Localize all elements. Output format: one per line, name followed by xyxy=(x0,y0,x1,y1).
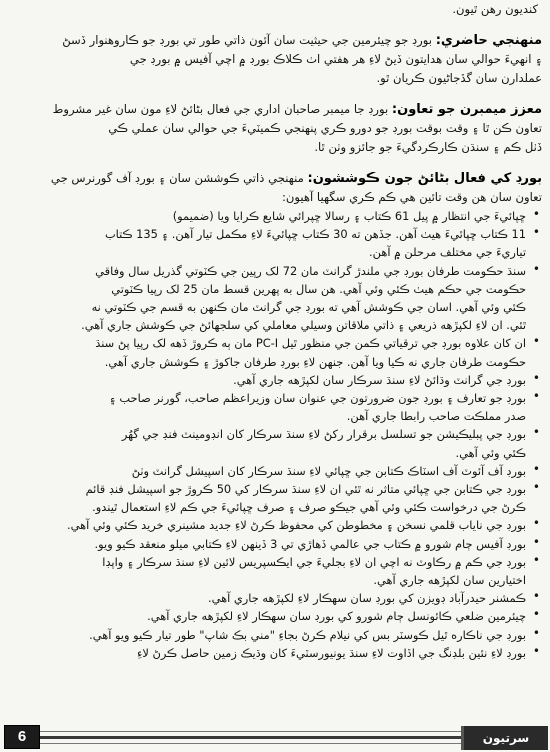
list-item-line: چيئرمين ضلعي ڪائونسل ڄام شورو کي بورڊ سان سهڪار لاءِ لکپڙهه جاري آهي. xyxy=(147,609,526,624)
bullet-icon: • xyxy=(532,334,540,349)
list-item-line: بورڊ جي ڪتابن جي ڇپائي متاثر نه ٿئي ان لاءِ سنڌ سرڪار کي 50 ڪروڙ جو اسپيشل فنڊ قائم xyxy=(85,482,526,497)
list-item-line: بورڊ آف آئوٽ آف اسٽاڪ ڪتابن جي ڇپائي لاءِ سنڌ سرڪار کان اسپيشل گرانٽ وٺڻ xyxy=(131,463,526,478)
list-item xyxy=(8,480,542,516)
intro-paragraph xyxy=(8,0,542,19)
list-item xyxy=(8,462,542,480)
list-item-line: بورڊ جي ڪم ۾ رڪاوٽ نه اچي ان لاءِ بجليءَ جي ايڪسپريس لائين لاءِ سنڌ سرڪار ۽ واپڊا xyxy=(102,554,526,569)
bullet-icon: • xyxy=(532,370,540,385)
list-item-line: ڪئي وئي آهي. اسان جي ڪوشش آهي ته بورڊ جي گرانٽ مان ڪنهن به قسم جي ڪٽوتي نه xyxy=(91,300,526,315)
bullet-icon: • xyxy=(532,480,540,495)
list-item-line: تياريءَ جي مختلف مرحلن ۾ آهن. xyxy=(369,245,526,260)
page-number: 6 xyxy=(4,725,40,749)
bullet-icon: • xyxy=(532,389,540,404)
list-item-line: ڪئي وئي آهي. xyxy=(455,445,526,460)
bullet-icon: • xyxy=(532,552,540,567)
intro-line: كنديون رهن ٿيون. xyxy=(452,2,538,16)
list-item xyxy=(8,553,542,589)
section xyxy=(8,31,542,88)
footer-rule xyxy=(38,736,466,739)
list-item xyxy=(8,371,542,389)
list-item-line: اختيارين سان لکپڙهه جاري آهي. xyxy=(373,573,526,588)
list-item xyxy=(8,535,542,553)
section-text: عملدارن سان گڏجاڻيون ڪريان ٿو. xyxy=(376,71,542,85)
section-line xyxy=(8,119,542,138)
list-item xyxy=(8,207,542,225)
section-heading: منهنجي حاضري: xyxy=(435,33,542,48)
list-item-line: حڪومت جي حڪم هيٺ ڪئي وئي آهي. هن سال به پهرين قسط مان 25 لک رپيا ڪٽوتي xyxy=(111,281,526,296)
section-line xyxy=(8,188,542,207)
section-line xyxy=(8,169,542,188)
section-text: تعاون ڪن ٿا ۽ وقت بوقت بورڊ جو دورو ڪري پنهنجي ڪميٽيءَ جي حوالي سان عملي ڪي xyxy=(108,121,542,135)
list-item xyxy=(8,644,542,662)
section-text: ڏٺل ڪم ۽ سنڌن ڪارڪردگيءَ جو جائزو وٺن ٿا. xyxy=(314,140,542,154)
magazine-name: سرتيون xyxy=(461,726,548,750)
list-item-line: بورڊ جي ناياب قلمي نسخن ۽ مخطوطن کي محفوظ ڪرڻ لاءِ جديد مشينري خريد ڪئي وئي آهي. xyxy=(66,518,526,533)
bullet-icon: • xyxy=(532,589,540,604)
list-item-line: بورڊ آفيس ڄام شورو ۾ ڪتاب جي عالمي ڏهاڙي تي 3 ڏينهن لاءِ ڪتابي ميلو منعقد ڪيو ويو. xyxy=(94,536,526,551)
list-item-line: ڪمشنر حيدرآباد ڊويزن کي بورڊ سان سهڪار لاءِ لکپڙهه جاري آهي. xyxy=(207,591,526,606)
list-item xyxy=(8,225,542,261)
list-item-line: بورڊ جي پبليڪيشن جو تسلسل برقرار رکڻ لاءِ سنڌ سرڪار کان انڊومينٽ فنڊ جي گهُر xyxy=(121,427,526,442)
section xyxy=(8,100,542,157)
list-item-line: سنڌ حڪومت طرفان بورڊ جي ملندڙ گرانٽ مان 72 لک رپين جي ڪٽوتي گذريل سال وفاقي xyxy=(95,263,526,278)
list-item-line: حڪومت طرفان جاري نه ڪيا ويا آهن. جنهن لاءِ بورڊ طرفان جاکوڙ ۽ ڪوشش جاري آهي. xyxy=(104,354,526,369)
bullet-icon: • xyxy=(532,461,540,476)
section-text: بورڊ جو چيئرمين جي حيثيت سان آئون ذاتي طور تي بورڊ جو ڪاروهنوار ڏسڻ xyxy=(62,33,432,47)
bullet-icon: • xyxy=(532,534,540,549)
section-line xyxy=(8,138,542,157)
list-item-line: ڇپائيءَ جي انتظار ۾ پيل 61 ڪتاب ۽ رسالا ڇپرائي شايع ڪرايا ويا (ضميمو) xyxy=(172,209,526,223)
list-item-line: بورڊ جي ناڪاره ٿيل ڪوسٽر بس کي نيلام ڪرڻ بجاءِ "مني بڪ شاپ" طور تيار ڪيو ويو آهي. xyxy=(89,627,526,642)
section-line xyxy=(8,50,542,69)
section-text: بورڊ جا ميمبر صاحبان اداري جي فعال بڻائڻ لاءِ مون سان غير مشروط xyxy=(52,102,389,116)
section-heading: معزز ميمبرن جو تعاون: xyxy=(391,102,542,117)
list-item-line: ڪرڻ جي درخواست ڪئي وئي آهي جيڪو صرف ۽ صرف ڇپائيءَ جي ڪم لاءِ استعمال ٿيندو. xyxy=(92,500,526,515)
section-text: تعاون سان هن وقت تائين هي ڪم ڪري سگهيا آهيون: xyxy=(282,190,542,204)
section-line xyxy=(8,100,542,119)
bullet-icon: • xyxy=(532,643,540,658)
list-item xyxy=(8,607,542,625)
list-item-line: ان کان علاوه بورڊ جي ترقياتي ڪمن جي منظور ٿيل PC-I مان ٻه ڪروڙ ڏهه لک رپيا پڻ سنڌ xyxy=(95,336,526,351)
bullet-icon: • xyxy=(532,516,540,531)
document-page xyxy=(8,0,542,722)
section-line xyxy=(8,69,542,88)
list-item xyxy=(8,589,542,607)
section-heading: بورڊ کي فعال بڻائڻ جون ڪوششون: xyxy=(307,171,542,186)
bullet-list xyxy=(8,207,542,662)
list-item xyxy=(8,334,542,370)
section-line xyxy=(8,31,542,50)
bullet-icon: • xyxy=(532,225,540,240)
list-item-line: بورڊ لاءِ نئين بلڊنگ جي اڏاوت لاءِ سنڌ يونيورسٽيءَ کان وڌيڪ زمين حاصل ڪرڻ لاءِ xyxy=(137,645,526,660)
list-item-line: بورڊ جو تعارف ۽ بورڊ جون ضرورتون جي عنوان سان وزيراعظم صاحب، گورنر صاحب ۽ xyxy=(109,391,526,406)
section-text: ۽ انهيءَ حوالي سان هدايتون ڏيڻ لاءِ هر هفتي اٺ ڪلاڪ بورڊ ۾ اچي آفيس ۾ بورڊ جي xyxy=(129,52,542,66)
list-item-line: صدر مملڪت صاحب رابطا جاري آهن. xyxy=(346,409,526,424)
list-item xyxy=(8,516,542,534)
bullet-icon: • xyxy=(532,607,540,622)
list-item-line: ٿئي. ان لاءِ لکپڙهه ذريعي ۽ ذاتي ملاقاتن وسيلي معاملي کي سلجهائڻ جي ڪوشش جاري آهي. xyxy=(81,318,526,333)
list-item-line: بورڊ جي گرانٽ وڌائڻ لاءِ سنڌ سرڪار سان لکپڙهه جاري آهي. xyxy=(233,372,526,387)
bullet-icon: • xyxy=(532,425,540,440)
list-item xyxy=(8,389,542,425)
list-item xyxy=(8,425,542,461)
sections-container xyxy=(8,31,542,207)
list-item-line: 11 ڪتاب ڇپائيءَ هيٺ آهن. جڏهن ته 30 ڪتاب ڇپائيءَ لاءِ مڪمل تيار آهن. ۽ 135 ڪتاب xyxy=(104,227,526,242)
list-item xyxy=(8,626,542,644)
list-item xyxy=(8,262,542,335)
page-footer xyxy=(0,722,550,752)
bullet-icon: • xyxy=(532,625,540,640)
section-text: منهنجي ذاتي ڪوششن سان ۽ بورڊ آف گورنرس جي xyxy=(50,171,304,185)
section xyxy=(8,169,542,207)
bullet-icon: • xyxy=(532,261,540,276)
bullet-icon: • xyxy=(532,207,540,221)
